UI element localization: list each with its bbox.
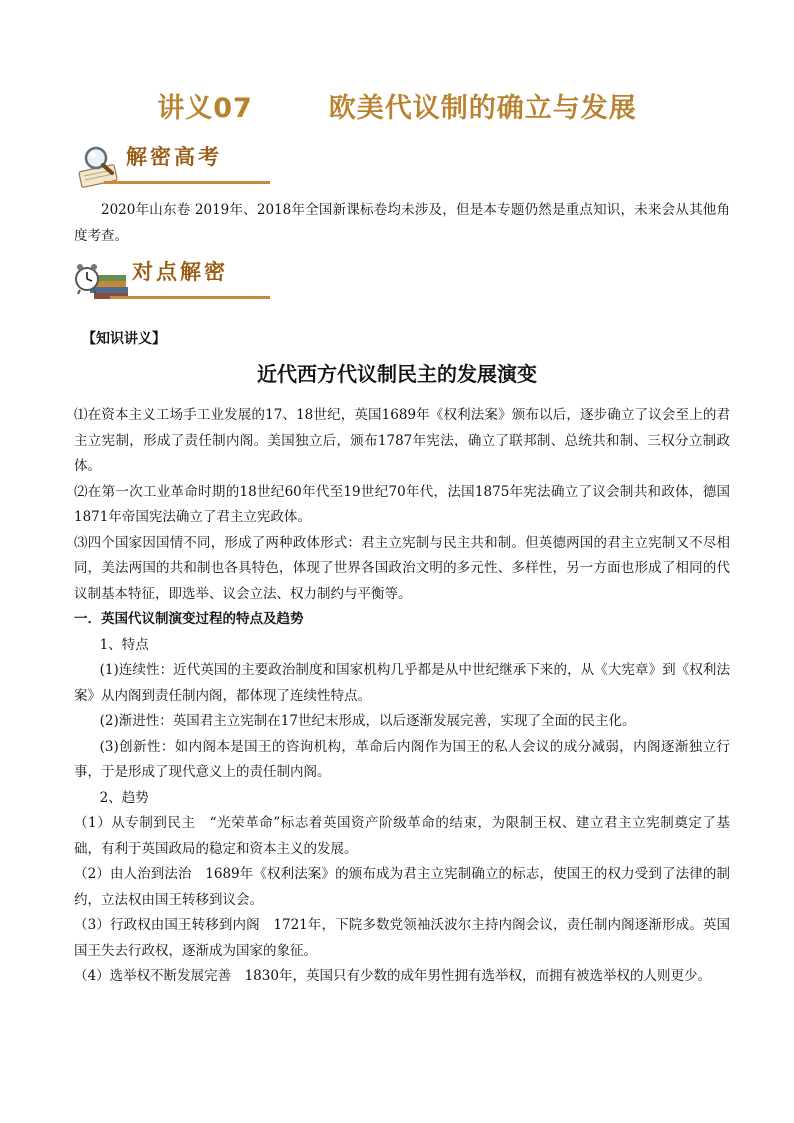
banner-label: 对点解密 [132, 260, 228, 284]
feature-item-3: (3)创新性：如内阁本是国王的咨询机构，革命后内阁作为国王的私人会议的成分减弱，内阁逐渐独立行事，于是形成了现代意义上的责任制内阁。 [74, 738, 730, 780]
overview-paragraph-1: ⑴在资本主义工场手工业发展的17、18世纪，英国1689年《权利法案》颁布以后，逐步确立了议会至上的君主立宪制，形成了责任制内阁。美国独立后，颁布1787年宪法，确立了联邦制、总统共和制、三权分立制政体。 [74, 407, 730, 474]
knowledge-label: 【知识讲义】 [82, 331, 166, 347]
overview-paragraph-3: ⑶四个国家因国情不同，形成了两种政体形式：君主立宪制与民主共和制。但英德两国的君主立宪制又不尽相同，美法两国的共和制也各具特色，体现了世界各国政治文明的多元性、多样性，另一方面也形成了相同的代议制基本特征，即选举、议会立法、权力制约与平衡等。 [74, 534, 730, 602]
intro-paragraph-block [74, 198, 730, 249]
trend-item-3: （3）行政权由国王转移到内阁 1721年，下院多数党领袖沃波尔主持内阁会议，责任制内阁逐渐形成。英国国王失去行政权，逐渐成为国家的象征。 [74, 917, 730, 959]
page-title [0, 93, 794, 124]
banner-duidian-jiemi [74, 257, 270, 307]
section-1-heading: 一．英国代议制演变过程的特点及趋势 [74, 611, 304, 627]
intro-paragraph: 2020年山东卷 2019年、2018年全国新课标卷均未涉及，但是本专题仍然是重点知识，未来会从其他角度考查。 [74, 202, 730, 244]
overview-paragraphs [74, 403, 730, 990]
lecture-title: 欧美代议制的确立与发展 [328, 93, 637, 124]
features-heading: 1、特点 [99, 636, 149, 653]
section-title: 近代西方代议制民主的发展演变 [257, 362, 537, 386]
trend-item-4: （4）选举权不断发展完善 1830年，英国只有少数的成年男性拥有选举权，而拥有被选举权的人则更少。 [74, 968, 711, 984]
lecture-code: 讲义07 [157, 93, 253, 124]
banner-jiemi-gaokao [74, 142, 270, 192]
trend-item-1: （1）从专制到民主 “光荣革命”标志着英国资产阶级革命的结束，为限制王权、建立君主立宪制奠定了基础，有利于英国政局的稳定和资本主义的发展。 [74, 815, 730, 857]
overview-paragraph-2: ⑵在第一次工业革命时期的18世纪60年代至19世纪70年代，法国1875年宪法确立了议会制共和政体，德国1871年帝国宪法确立了君主立宪政体。 [74, 483, 730, 525]
banner-underline [110, 296, 270, 299]
feature-item-1: (1)连续性：近代英国的主要政治制度和国家机构几乎都是从中世纪继承下来的，从《大宪章》到《权利法案》从内阁到责任制内阁，都体现了连续性特点。 [74, 662, 730, 704]
trend-item-2: （2）由人治到法治 1689年《权利法案》的颁布成为君主立宪制确立的标志，使国王的权力受到了法律的制约，立法权由国王转移到议会。 [74, 866, 730, 908]
feature-item-2: (2)渐进性：英国君主立宪制在17世纪末形成，以后逐渐发展完善，实现了全面的民主化。 [99, 713, 636, 729]
trends-heading: 2、趋势 [99, 789, 149, 806]
banner-label: 解密高考 [126, 145, 222, 169]
banner-underline [104, 181, 270, 184]
